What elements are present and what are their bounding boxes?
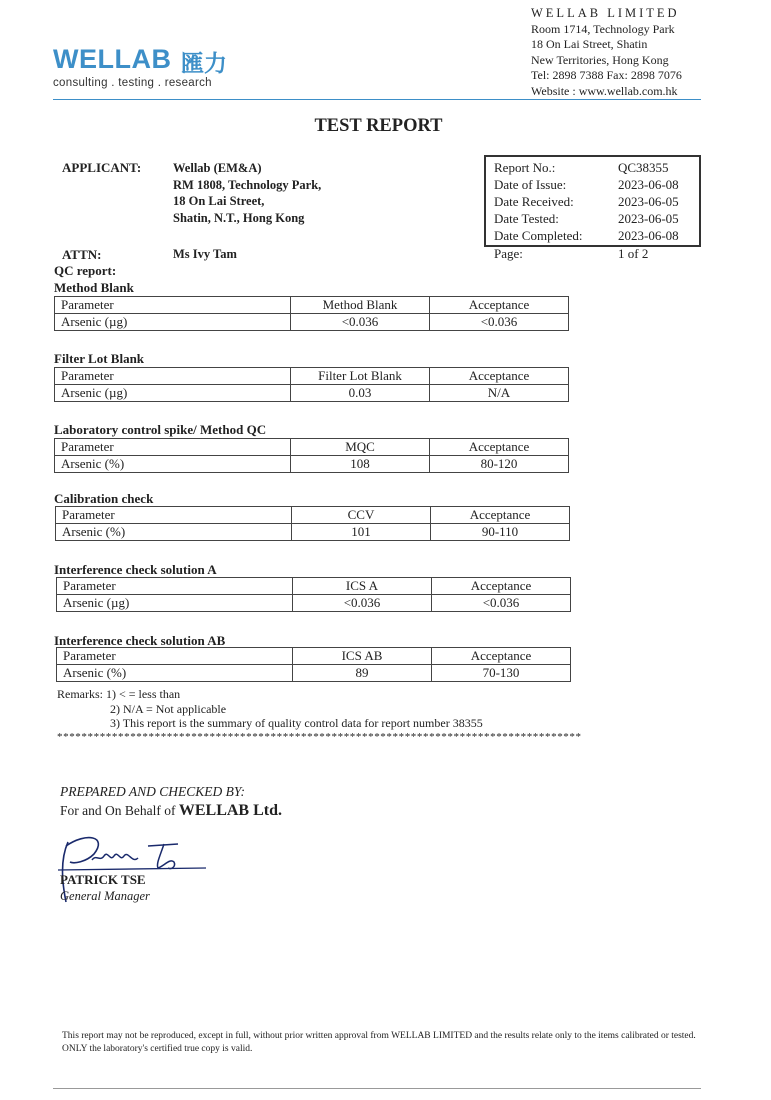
ics-ab-table — [56, 647, 571, 682]
behalf-prefix: For and On Behalf of — [60, 803, 179, 818]
remark-line: Remarks: 1) < = less than — [57, 687, 181, 701]
applicant-label: APPLICANT: — [62, 160, 142, 175]
header-cell: Parameter — [56, 507, 292, 524]
page-label: Page: — [494, 246, 523, 261]
table-row — [55, 385, 569, 402]
parameter-cell: Arsenic (%) — [57, 665, 293, 682]
page-indicator — [494, 246, 694, 262]
info-label: Date Received: — [494, 194, 574, 209]
method-blank-table — [54, 296, 569, 331]
page-value: 1 of 2 — [618, 246, 649, 261]
header-cell: Acceptance — [430, 439, 569, 456]
acceptance-cell: 70-130 — [432, 665, 571, 682]
lcs-method-qc-table — [54, 438, 569, 473]
applicant-address — [173, 160, 321, 226]
section-title-lcs-method-qc: Laboratory control spike/ Method QC — [54, 422, 267, 437]
table-row — [56, 524, 570, 541]
info-value: 2023-06-08 — [618, 228, 679, 243]
result-cell: <0.036 — [291, 314, 430, 331]
result-cell: 108 — [291, 456, 430, 473]
table-row — [55, 456, 569, 473]
header-cell: Parameter — [57, 648, 293, 665]
section-title-ics-a: Interference check solution A — [54, 562, 217, 577]
result-cell: 89 — [293, 665, 432, 682]
table-header-row — [57, 648, 571, 665]
parameter-cell: Arsenic (µg) — [55, 314, 291, 331]
header-cell: Acceptance — [432, 578, 571, 595]
header-cell: Acceptance — [432, 648, 571, 665]
prepared-by-label: PREPARED AND CHECKED BY: — [60, 784, 245, 799]
phone-fax-line: Tel: 2898 7388 Fax: 2898 7076 — [531, 68, 682, 83]
result-cell: 0.03 — [291, 385, 430, 402]
info-label: Date Tested: — [494, 211, 559, 226]
address-line: Room 1714, Technology Park — [531, 21, 675, 36]
parameter-cell: Arsenic (µg) — [55, 385, 291, 402]
applicant-address-line: Shatin, N.T., Hong Kong — [173, 210, 305, 225]
header-cell: MQC — [291, 439, 430, 456]
behalf-company: WELLAB Ltd. — [178, 802, 282, 819]
report-title: TEST REPORT — [314, 116, 443, 136]
company-name: WELLAB LIMITED — [531, 6, 680, 20]
qc-report-label: QC report: — [54, 263, 117, 278]
header-cell: Method Blank — [291, 297, 430, 314]
header-cell: ICS A — [293, 578, 432, 595]
report-info-box — [484, 155, 701, 247]
header-divider — [53, 99, 701, 100]
header-cell: Acceptance — [430, 368, 569, 385]
asterisk-divider: ************************************************************************************** — [57, 731, 582, 743]
header-cell: Acceptance — [430, 297, 569, 314]
section-title-calibration-check: Calibration check — [54, 491, 154, 506]
behalf-line — [60, 802, 282, 820]
table-header-row — [55, 439, 569, 456]
parameter-cell: Arsenic (µg) — [57, 595, 293, 612]
footer-divider — [53, 1088, 701, 1089]
section-title-method-blank: Method Blank — [54, 280, 134, 295]
section-title-ics-ab: Interference check solution AB — [54, 633, 226, 648]
header-cell: Filter Lot Blank — [291, 368, 430, 385]
header-cell: Acceptance — [431, 507, 570, 524]
info-value: 2023-06-08 — [618, 177, 679, 192]
remark-line: 3) This report is the summary of quality control data for report number 38355 — [110, 716, 483, 730]
info-label: Date of Issue: — [494, 177, 567, 192]
acceptance-cell: 90-110 — [431, 524, 570, 541]
table-header-row — [55, 297, 569, 314]
company-address-block — [531, 6, 682, 100]
info-value: 2023-06-05 — [618, 194, 679, 209]
info-value: QC38355 — [618, 160, 669, 175]
table-row — [57, 665, 571, 682]
table-header-row — [55, 368, 569, 385]
table-header-row — [57, 578, 571, 595]
signer-name: PATRICK TSE — [60, 872, 146, 887]
company-logo-wordmark: WELLAB — [53, 44, 172, 74]
header-cell: ICS AB — [293, 648, 432, 665]
attn-value: Ms Ivy Tam — [173, 247, 237, 261]
acceptance-cell: <0.036 — [432, 595, 571, 612]
ics-a-table — [56, 577, 571, 612]
acceptance-cell: 80-120 — [430, 456, 569, 473]
website-line: Website : www.wellab.com.hk — [531, 83, 678, 98]
parameter-cell: Arsenic (%) — [56, 524, 292, 541]
acceptance-cell: <0.036 — [430, 314, 569, 331]
applicant-name: Wellab (EM&A) — [173, 161, 262, 175]
address-line: 18 On Lai Street, Shatin — [531, 37, 648, 52]
address-line: New Territories, Hong Kong — [531, 52, 669, 67]
header-cell: CCV — [292, 507, 431, 524]
result-cell: 101 — [292, 524, 431, 541]
section-title-filter-lot-blank: Filter Lot Blank — [54, 351, 145, 366]
attn-label: ATTN: — [62, 247, 102, 262]
table-row — [55, 314, 569, 331]
info-label: Report No.: — [494, 160, 556, 175]
header-cell: Parameter — [57, 578, 293, 595]
company-logo-chinese: 匯力 — [181, 51, 227, 77]
calibration-check-table — [55, 506, 570, 541]
applicant-address-line: 18 On Lai Street, — [173, 194, 265, 208]
header-cell: Parameter — [55, 297, 291, 314]
applicant-address-line: RM 1808, Technology Park, — [173, 177, 322, 192]
company-tagline: consulting . testing . research — [53, 77, 212, 89]
remark-line: 2) N/A = Not applicable — [110, 701, 227, 716]
result-cell: <0.036 — [293, 595, 432, 612]
info-value: 2023-06-05 — [618, 211, 679, 226]
table-header-row — [56, 507, 570, 524]
info-label: Date Completed: — [494, 228, 583, 243]
header-cell: Parameter — [55, 368, 291, 385]
acceptance-cell: N/A — [430, 385, 569, 402]
remarks-block — [57, 687, 483, 731]
filter-lot-blank-table — [54, 367, 569, 402]
footer-disclaimer: This report may not be reproduced, except in full, without prior written approval from WELLAB LIMITED and the results relate only to the items calibrated or tested. ONLY the laboratory's certified true copy is valid. — [62, 1031, 696, 1054]
header-cell: Parameter — [55, 439, 291, 456]
signer-title: General Manager — [60, 889, 150, 903]
parameter-cell: Arsenic (%) — [55, 456, 291, 473]
table-row — [57, 595, 571, 612]
